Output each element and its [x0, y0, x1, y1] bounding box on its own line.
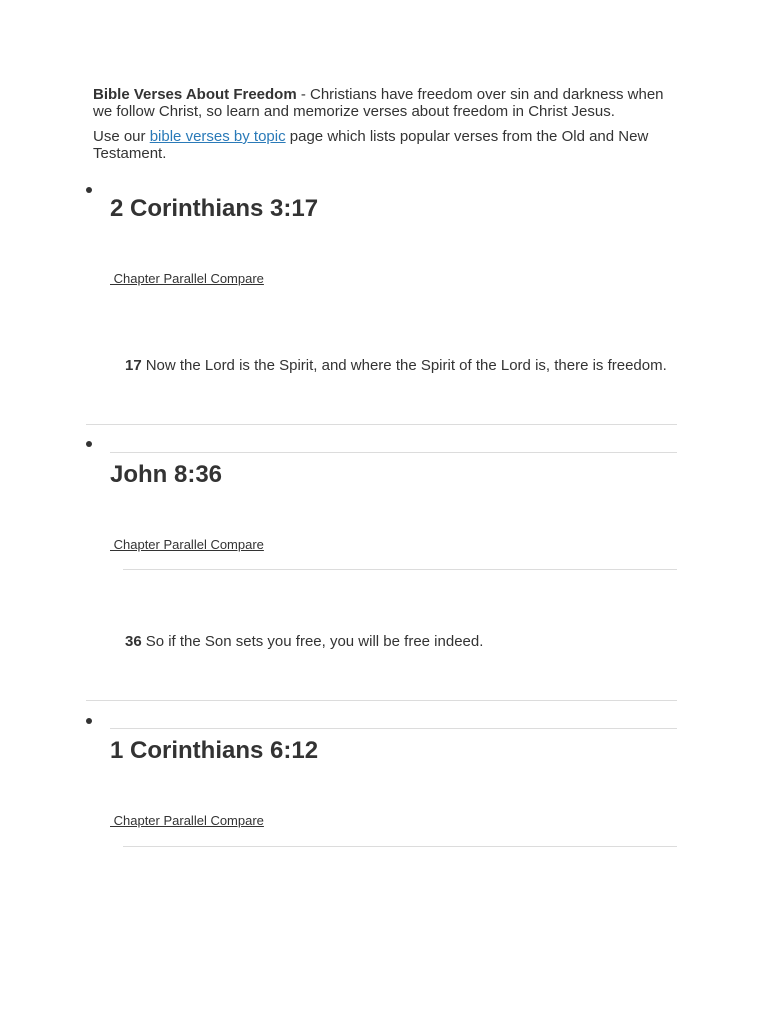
topic-suffix: page which lists popular verses from the Old and New Testament. [93, 128, 649, 162]
verse-text [125, 357, 667, 374]
verse-body: Now the Lord is the Spirit, and where the Spirit of the Lord is, there is freedom. [145, 357, 667, 374]
divider [123, 569, 677, 570]
divider [123, 846, 677, 847]
divider [86, 700, 677, 701]
list-bullet [86, 441, 92, 447]
bible-verses-by-topic-link[interactable]: bible verses by topic [149, 128, 286, 145]
chapter-parallel-compare-link[interactable]: Chapter Parallel Compare [110, 271, 264, 286]
verse-text [125, 633, 483, 650]
chapter-parallel-compare-link[interactable]: Chapter Parallel Compare [110, 813, 264, 828]
chapter-parallel-compare-link[interactable]: Chapter Parallel Compare [110, 537, 264, 552]
intro-section [93, 87, 683, 171]
verse-number: 36 [125, 633, 142, 650]
verse-reference-heading[interactable]: 2 Corinthians 3:17 [110, 195, 319, 222]
divider [110, 728, 677, 729]
intro-title: Bible Verses About Freedom [93, 86, 297, 103]
verse-number: 17 [125, 357, 142, 374]
verse-body: So if the Son sets you free, you will be free indeed. [145, 633, 484, 650]
verse-reference-heading[interactable]: 1 Corinthians 6:12 [110, 737, 319, 764]
divider [110, 452, 677, 453]
intro-description: - Christians have freedom over sin and darkness when we follow Christ, so learn and memorize verses about freedom in Christ Jesus. [93, 86, 664, 120]
verse-reference-heading[interactable]: John 8:36 [110, 461, 223, 488]
topic-paragraph [93, 129, 683, 162]
topic-prefix: Use our [93, 128, 150, 145]
list-bullet [86, 187, 92, 193]
intro-paragraph [93, 87, 683, 120]
list-bullet [86, 718, 92, 724]
divider [86, 424, 677, 425]
